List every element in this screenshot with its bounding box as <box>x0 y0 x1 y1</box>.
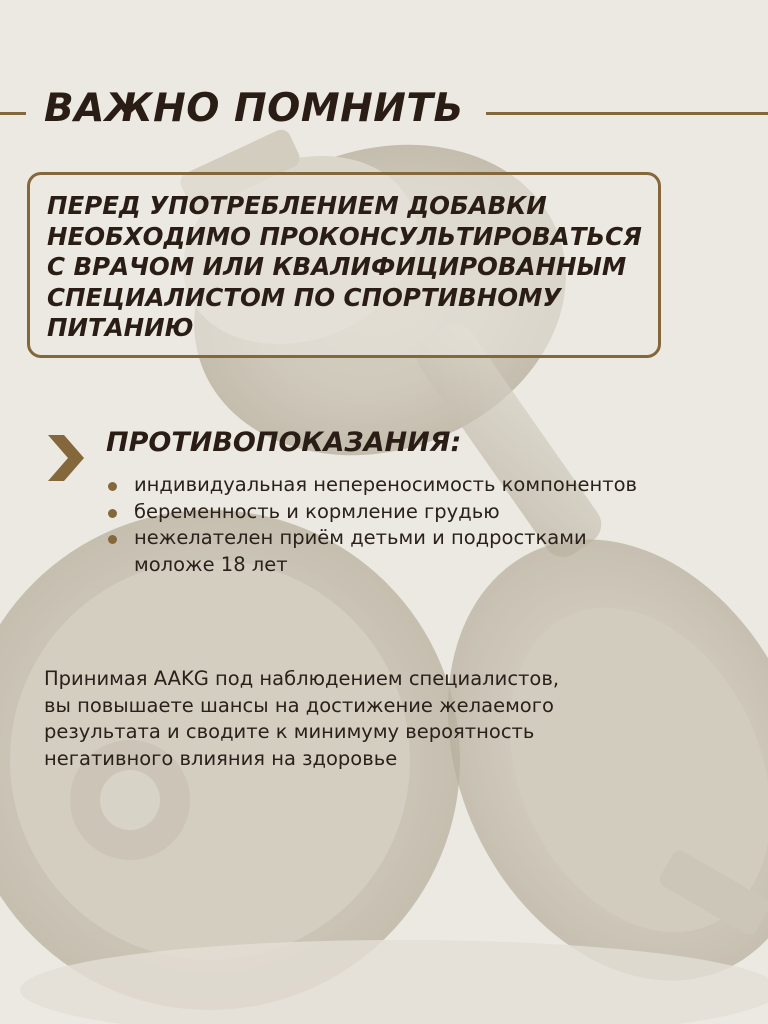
page-title: ВАЖНО ПОМНИТЬ <box>44 86 464 131</box>
paragraph-line: негативного влияния на здоровье <box>44 746 398 770</box>
notice-line: ПИТАНИЮ <box>47 313 194 342</box>
notice-line: НЕОБХОДИМО ПРОКОНСУЛЬТИРОВАТЬСЯ <box>47 221 642 251</box>
bullet-icon <box>108 482 117 491</box>
contraindications-list <box>108 472 748 578</box>
list-item <box>108 525 654 578</box>
bullet-icon <box>108 535 117 544</box>
list-item <box>108 499 748 526</box>
title-rule-right <box>486 112 768 115</box>
list-item-text: беременность и кормление грудью <box>134 499 500 523</box>
contraindications-title: ПРОТИВОПОКАЗАНИЯ: <box>106 427 462 458</box>
list-item <box>108 472 748 499</box>
notice-line: СПЕЦИАЛИСТОМ ПО СПОРТИВНОМУ <box>47 282 562 312</box>
list-item-text: нежелателен приём детьми и подростками моложе 18 лет <box>134 526 587 576</box>
paragraph-line: результата и сводите к минимуму вероятность <box>44 720 535 743</box>
paragraph-line: вы повышаете шансы на достижение желаемого <box>44 693 554 717</box>
title-rule-left <box>0 112 26 115</box>
chevron-right-icon <box>46 435 86 481</box>
notice-text <box>47 191 652 344</box>
bullet-icon <box>108 509 117 518</box>
paragraph-line: Принимая AAKG под наблюдением специалистов, <box>44 667 560 690</box>
notice-line: ПЕРЕД УПОТРЕБЛЕНИЕМ ДОБАВКИ <box>47 191 547 220</box>
notice-box <box>27 172 661 358</box>
notice-line: С ВРАЧОМ ИЛИ КВАЛИФИЦИРОВАННЫМ <box>47 252 627 281</box>
list-item-text: индивидуальная непереносимость компонентов <box>134 473 638 496</box>
closing-paragraph <box>44 666 684 772</box>
